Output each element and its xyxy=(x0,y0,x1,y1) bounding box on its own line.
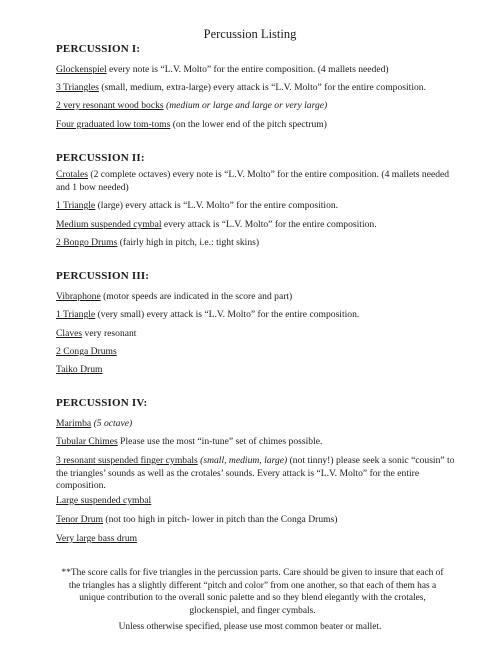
instrument-details: (not too high in pitch- lower in pitch than the Conga Drums) xyxy=(103,514,338,525)
instrument-entry xyxy=(56,64,456,77)
instrument-name: 2 Bongo Drums xyxy=(56,237,118,248)
instrument-entry xyxy=(56,237,456,250)
instrument-entry xyxy=(56,200,456,213)
instrument-details: (small, medium, large) xyxy=(197,455,288,466)
instrument-name: Medium suspended cymbal xyxy=(56,219,162,230)
instrument-entry xyxy=(56,169,456,194)
instrument-name: 2 Conga Drums xyxy=(56,346,117,357)
section-heading-percussion-2: PERCUSSION II: xyxy=(56,152,145,164)
instrument-details: every attack is “L.V. Molto” for the entire composition. xyxy=(161,219,377,230)
instrument-name: Vibraphone xyxy=(56,291,101,302)
instrument-details: (not tinny!) please seek a sonic “cousin” to the triangles’ sounds as well as the crotales’ sounds. Every attack is “L.V. Molto” for the entire composition. xyxy=(56,455,455,492)
instrument-entry xyxy=(56,346,456,359)
instrument-name: Crotales xyxy=(56,169,88,180)
instrument-entry xyxy=(56,436,456,449)
footer-note: Unless otherwise specified, please use most common beater or mallet. xyxy=(118,622,382,632)
instrument-name: Tubular Chimes xyxy=(56,436,118,447)
instrument-entry xyxy=(56,100,456,113)
instrument-name: 1 Triangle xyxy=(56,200,96,211)
instrument-entry xyxy=(56,82,456,95)
instrument-details: every note is “L.V. Molto” for the entire composition. (4 mallets needed) xyxy=(106,64,389,75)
instrument-details: (on the lower end of the pitch spectrum) xyxy=(170,119,327,130)
instrument-name: Claves xyxy=(56,328,83,339)
instrument-details: (fairly high in pitch, i.e.: tight skins) xyxy=(117,237,260,248)
instrument-name: Marimba xyxy=(56,418,92,429)
instrument-entry xyxy=(56,533,456,546)
section-heading-percussion-4: PERCUSSION IV: xyxy=(56,397,148,409)
instrument-name: 1 Triangle xyxy=(56,309,96,320)
instrument-name: Taiko Drum xyxy=(56,364,103,375)
instrument-entry xyxy=(56,119,456,132)
instrument-details: (2 complete octaves) every note is “L.V. Molto” for the entire composition. (4 mallets needed and 1 bow needed) xyxy=(56,169,450,193)
instrument-entry xyxy=(56,514,456,527)
instrument-entry xyxy=(56,309,456,322)
instrument-details: Please use the most “in-tune” set of chimes possible. xyxy=(117,436,323,447)
instrument-name: 3 resonant suspended finger cymbals xyxy=(56,455,198,466)
instrument-name: Very large bass drum xyxy=(56,533,138,544)
instrument-name: Large suspended cymbal xyxy=(56,495,152,506)
instrument-name: 3 Triangles xyxy=(56,82,99,93)
instrument-name: Four graduated low tom-toms xyxy=(56,119,171,130)
instrument-entry xyxy=(56,418,456,431)
instrument-entry xyxy=(56,455,456,493)
instrument-name: Glockenspiel xyxy=(56,64,107,75)
section-heading-percussion-1: PERCUSSION I: xyxy=(56,43,141,55)
section-heading-percussion-3: PERCUSSION III: xyxy=(56,270,150,282)
instrument-details: (very small) every attack is “L.V. Molto” for the entire composition. xyxy=(95,309,360,320)
instrument-name: 2 very resonant wood bocks xyxy=(56,100,164,111)
instrument-details: (large) every attack is “L.V. Molto” for the entire composition. xyxy=(95,200,339,211)
instrument-details: very resonant xyxy=(82,328,137,339)
instrument-details: (motor speeds are indicated in the score and part) xyxy=(100,291,293,302)
instrument-entry xyxy=(56,291,456,304)
instrument-name: Tenor Drum xyxy=(56,514,104,525)
instrument-entry xyxy=(56,328,456,341)
instrument-details: (small, medium, extra-large) every attack is “L.V. Molto” for the entire composition. xyxy=(98,82,426,93)
page-title: Percussion Listing xyxy=(203,27,297,41)
instrument-entry xyxy=(56,219,456,232)
instrument-entry xyxy=(56,495,456,508)
instrument-details: (5 octave) xyxy=(91,418,133,429)
triangle-note: **The score calls for five triangles in the percussion parts. Care should be given to insure that each of the triangles has a slightly different “pitch and color” from one another, so that each of them has a unique contribution to the overall sonic palette and so they blend elegantly with the crotales, glockenspiel, and finger cymbals. xyxy=(61,568,444,616)
instrument-details: (medium or large and large or very large) xyxy=(163,100,328,111)
instrument-entry xyxy=(56,364,456,377)
